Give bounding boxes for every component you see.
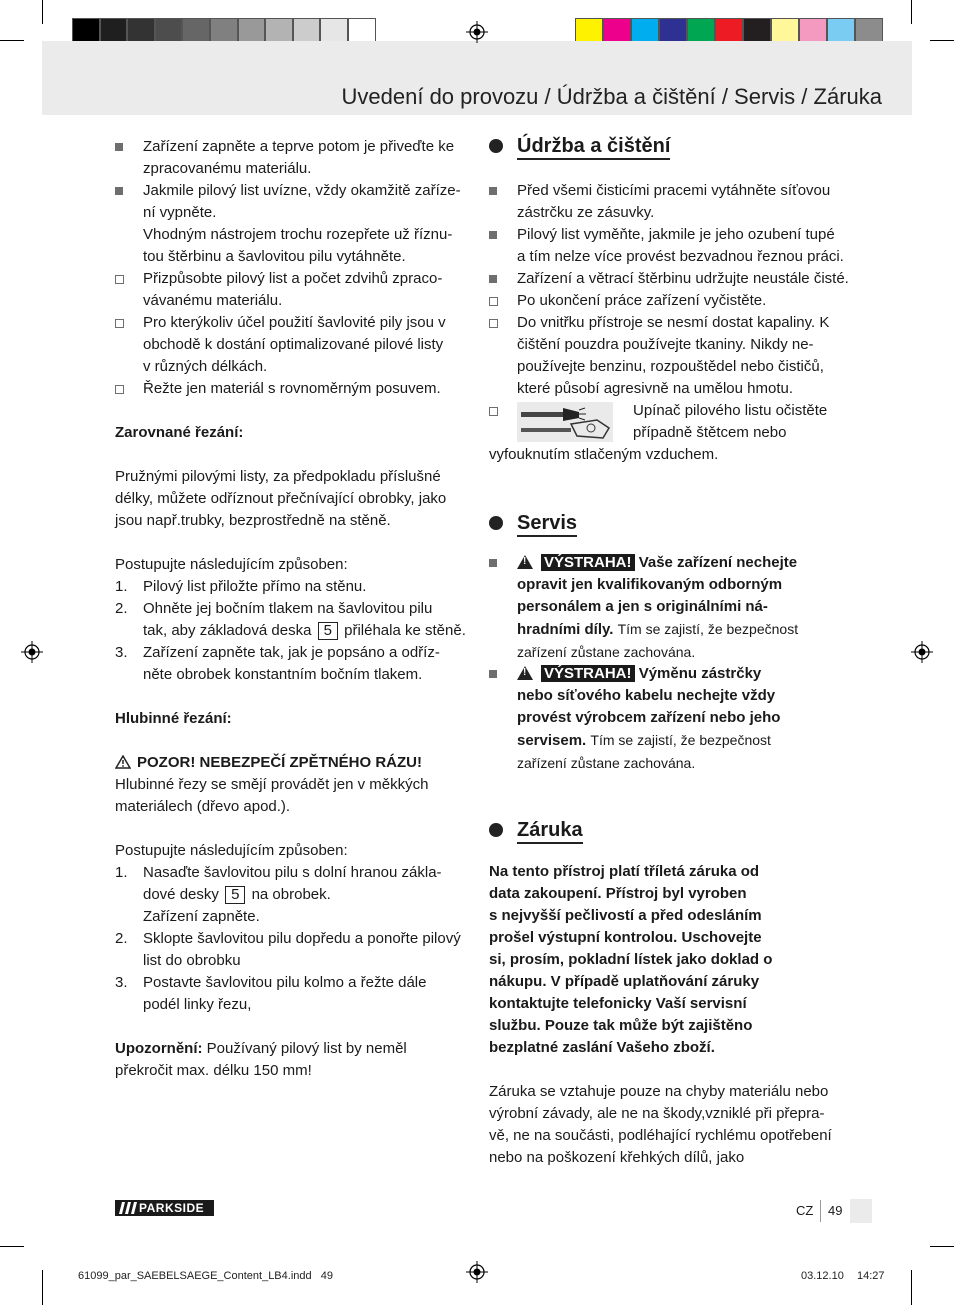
bullet-marker xyxy=(489,663,509,685)
text-line: v různých délkách. xyxy=(143,358,268,375)
text-segment: Tím se zajistí, že bezpečnost xyxy=(617,621,799,637)
flush-cut-intro xyxy=(115,466,475,532)
step-number: 3. xyxy=(115,644,128,661)
list-item xyxy=(489,268,851,290)
warning-triangle-icon xyxy=(517,666,533,680)
text-line: Do vnitřku přístroje se nesmí dostat kapaliny. K xyxy=(517,314,830,331)
part-reference-box: 5 xyxy=(225,886,245,904)
text-line: čištění pouzdra používejte tkaniny. Nikdy ne- xyxy=(517,336,814,353)
text-line: kontaktujte telefonicky Vaší servisní xyxy=(489,995,747,1012)
text-line: podél linky řezu, xyxy=(143,996,252,1013)
text-line: překročit max. délku 150 mm! xyxy=(115,1062,312,1079)
text-line: ní vypněte. xyxy=(143,204,217,221)
registration-mark-icon xyxy=(21,641,43,663)
bullet-marker xyxy=(115,378,135,400)
crop-mark xyxy=(42,1270,43,1305)
list-item xyxy=(489,312,851,400)
text-line: zařízení zůstane zachována. xyxy=(517,755,696,771)
crop-mark xyxy=(0,1246,24,1247)
list-item xyxy=(115,180,475,268)
maintenance-heading xyxy=(489,132,851,160)
list-item xyxy=(115,136,475,180)
bullet-dot-icon xyxy=(489,516,503,530)
brush-blade-holder-icon xyxy=(517,402,613,442)
text-segment: hradními díly. xyxy=(517,621,614,638)
list-item xyxy=(115,268,475,312)
note-label: Upozornění: xyxy=(115,1040,203,1057)
text-segment: na obrobek. xyxy=(251,886,331,903)
text-line: jsou např.trubky, bezprostředně na stěně. xyxy=(115,512,391,529)
registration-mark-icon xyxy=(911,641,933,663)
page-tab xyxy=(850,1199,872,1223)
text-line: nákupu. V případě uplatňování záruky xyxy=(489,973,760,990)
text-line: Pružnými pilovými listy, za předpokladu příslušné xyxy=(115,468,441,485)
bullet-marker xyxy=(489,400,509,422)
text-line: Pilový list přiložte přímo na stěnu. xyxy=(143,578,367,595)
crop-mark xyxy=(911,0,912,24)
text-line: Upínač pilového listu očistěte xyxy=(633,402,828,419)
list-item xyxy=(115,312,475,378)
step-number: 1. xyxy=(115,864,128,881)
text-line: Záruka se vztahuje pouze na chyby materiálu nebo xyxy=(489,1083,829,1100)
text-segment: Vaše zařízení nechejte xyxy=(638,554,798,571)
text-line: Postavte šavlovitou pilu kolmo a řežte dále xyxy=(143,974,427,991)
text-line: které působí agresivně na umělou hmotu. xyxy=(517,380,793,397)
text-line: Před všemi čisticími pracemi vytáhněte síťovou xyxy=(517,182,831,199)
step-number: 1. xyxy=(115,578,128,595)
text-line-with-ref xyxy=(143,884,475,906)
bullet-marker xyxy=(489,224,509,246)
safety-bullet-list xyxy=(115,136,475,400)
warranty-statement xyxy=(489,861,851,1059)
text-line: Sklopte šavlovitou pilu dopředu a ponořte pilový xyxy=(143,930,461,947)
text-segment: servisem. xyxy=(517,732,587,749)
heading-text: Údržba a čištění xyxy=(517,135,670,160)
part-reference-box: 5 xyxy=(318,622,338,640)
registration-mark-icon xyxy=(466,1261,488,1283)
text-segment: přiléhala ke stěně. xyxy=(344,622,466,639)
plunge-step-2 xyxy=(115,928,475,972)
text-line: Hlubinné řezy se smějí provádět jen v měkkých xyxy=(115,776,429,793)
bullet-marker xyxy=(489,268,509,290)
bullet-marker xyxy=(115,136,135,158)
text-line: Nasaďte šavlovitou pilu s dolní hranou zákla- xyxy=(143,864,442,881)
bullet-dot-icon xyxy=(489,139,503,153)
text-line: provést výrobcem zařízení nebo jeho xyxy=(517,709,781,726)
text-line: Po ukončení práce zařízení vyčistěte. xyxy=(517,292,767,309)
print-date: 03.12.10 xyxy=(801,1270,844,1282)
list-item xyxy=(489,290,851,312)
caution-text: POZOR! NEBEZPEČÍ ZPĚTNÉHO RÁZU! xyxy=(137,754,423,771)
text-line: Zařízení zapněte. xyxy=(143,908,260,925)
language-code: CZ xyxy=(796,1203,814,1218)
warranty-terms xyxy=(489,1081,851,1169)
clean-instruction xyxy=(489,400,851,444)
text-line: s nejvyšší pečlivostí a před odesláním xyxy=(489,907,762,924)
text-line: nebo na poškození křehkých dílů, jako xyxy=(489,1149,745,1166)
parkside-logo xyxy=(115,1200,214,1216)
text-line: Ohněte jej bočním tlakem na šavlovitou pilu xyxy=(143,600,433,617)
text-segment: Tím se zajistí, že bezpečnost xyxy=(590,732,771,748)
note xyxy=(115,1038,475,1060)
procedure-label: Postupujte následujícím způsoben: xyxy=(115,842,348,859)
warning-triangle-icon xyxy=(517,555,533,569)
text-line: materiálech (dřevo apod.). xyxy=(115,798,291,815)
service-warning-2 xyxy=(489,663,851,774)
text-line: používejte benzinu, rozpouštědel nebo čističů, xyxy=(517,358,824,375)
footer-divider xyxy=(820,1200,821,1222)
bullet-marker xyxy=(489,290,509,312)
heading-text: Servis xyxy=(517,512,577,537)
heading-text: Záruka xyxy=(517,819,583,844)
text-line: prošel výstupní kontrolou. Uschovejte xyxy=(489,929,762,946)
crop-mark xyxy=(911,1270,912,1305)
print-time: 14:27 xyxy=(857,1270,885,1282)
list-item xyxy=(489,180,851,224)
crop-mark xyxy=(42,0,43,24)
warning-label: VÝSTRAHA! xyxy=(541,665,635,682)
maintenance-bullet-list xyxy=(489,180,851,400)
flush-step-1 xyxy=(115,576,475,598)
text-line: bezplatné zaslání Vašeho zboží. xyxy=(489,1039,715,1056)
flush-step-3 xyxy=(115,642,475,686)
text-line: Pro kterýkoliv účel použití šavlovité pily jsou v xyxy=(143,314,446,331)
bullet-marker xyxy=(489,552,509,574)
procedure-label: Postupujte následujícím způsoben: xyxy=(115,556,348,573)
bullet-marker xyxy=(489,180,509,202)
left-column xyxy=(115,136,475,1082)
text-line: případně štětcem nebo xyxy=(633,424,787,441)
text-segment: Výměnu zástrčky xyxy=(638,665,762,682)
list-item xyxy=(489,224,851,268)
text-line-with-ref xyxy=(143,620,475,642)
text-line: nebo síťového kabelu nechejte vždy xyxy=(517,687,776,704)
right-column xyxy=(489,132,851,1169)
text-line: Přizpůsobte pilový list a počet zdvihů zpraco- xyxy=(143,270,443,287)
text-line: Pilový list vyměňte, jakmile je jeho ozubení tupé xyxy=(517,226,835,243)
flush-step-2 xyxy=(115,598,475,642)
text-segment: dové desky xyxy=(143,886,219,903)
service-heading xyxy=(489,509,851,537)
caution-line xyxy=(115,752,475,774)
text-line: vyfouknutím stlačeným vzduchem. xyxy=(489,446,719,463)
text-line: Zařízení zapněte tak, jak je popsáno a odříz- xyxy=(143,644,440,661)
plunge-step-1 xyxy=(115,862,475,928)
bullet-marker xyxy=(115,180,135,202)
step-number: 2. xyxy=(115,600,128,617)
text-line: zařízení zůstane zachována. xyxy=(517,644,696,660)
file-info: 61099_par_SAEBELSAEGE_Content_LB4.indd 49 xyxy=(78,1270,334,1282)
list-item xyxy=(115,378,475,400)
step-number: 2. xyxy=(115,930,128,947)
text-line: Na tento přístroj platí tříletá záruka od xyxy=(489,863,760,880)
text-segment: tak, aby základová deska xyxy=(143,622,312,639)
crop-mark xyxy=(0,40,24,41)
text-line: si, prosím, pokladní lístek jako doklad o xyxy=(489,951,773,968)
warning-triangle-icon xyxy=(115,755,131,769)
text-line: Řežte jen materiál s rovnoměrným posuvem. xyxy=(143,380,441,397)
step-number: 3. xyxy=(115,974,128,991)
text-line: personálem a jen s originálními ná- xyxy=(517,598,768,615)
plunge-step-3 xyxy=(115,972,475,1016)
bullet-marker xyxy=(115,268,135,290)
text-line: délky, můžete odříznout přečnívající obrobky, jako xyxy=(115,490,447,507)
text-line: data zakoupení. Přístroj byl vyroben xyxy=(489,885,747,902)
bullet-dot-icon xyxy=(489,823,503,837)
text-line: Zařízení zapněte a teprve potom je přiveďte ke xyxy=(143,138,455,155)
text-line: Zařízení a větrací štěrbinu udržujte neustále čisté. xyxy=(517,270,849,287)
text-line: obchodě k dostání optimalizované pilové listy xyxy=(143,336,444,353)
registration-mark-icon xyxy=(466,21,488,43)
text-segment: Používaný pilový list by neměl xyxy=(206,1040,407,1057)
page-number: 49 xyxy=(828,1203,843,1218)
warranty-heading xyxy=(489,816,851,844)
text-line: něte obrobek konstantním bočním tlakem. xyxy=(143,666,423,683)
text-line: výrobní závady, ale ne na škody,vzniklé při přepra- xyxy=(489,1105,825,1122)
warning-label: VÝSTRAHA! xyxy=(541,554,635,571)
logo-stripes-icon xyxy=(119,1202,137,1214)
text-line: list do obrobku xyxy=(143,952,241,969)
brand-name: PARKSIDE xyxy=(139,1201,205,1215)
text-line: zpracovanému materiálu. xyxy=(143,160,312,177)
bullet-marker xyxy=(489,312,509,334)
text-line: opravit jen kvalifikovaným odborným xyxy=(517,576,783,593)
text-line: a tím nelze více provést bezvadnou řeznou práci. xyxy=(517,248,844,265)
text-line: vávanému materiálu. xyxy=(143,292,283,309)
bullet-marker xyxy=(115,312,135,334)
text-line: službu. Pouze tak může být zajištěno xyxy=(489,1017,753,1034)
page-title: Uvedení do provozu / Údržba a čištění / Servis / Záruka xyxy=(341,84,882,109)
text-line: tou štěrbinu a šavlovitou pilu vytáhněte. xyxy=(143,248,406,265)
service-warning-1 xyxy=(489,552,851,663)
text-line: Jakmile pilový list uvízne, vždy okamžitě zaříze- xyxy=(143,182,461,199)
crop-mark xyxy=(930,40,954,41)
text-line: zástrčku ze zásuvky. xyxy=(517,204,655,221)
flush-cut-heading: Zarovnané řezání: xyxy=(115,424,244,441)
text-line: vě, ne na součásti, podléhající rychlému opotřebení xyxy=(489,1127,832,1144)
crop-mark xyxy=(930,1246,954,1247)
text-line: Vhodným nástrojem trochu rozepřete už říznu- xyxy=(143,226,453,243)
plunge-cut-heading: Hlubinné řezání: xyxy=(115,710,232,727)
